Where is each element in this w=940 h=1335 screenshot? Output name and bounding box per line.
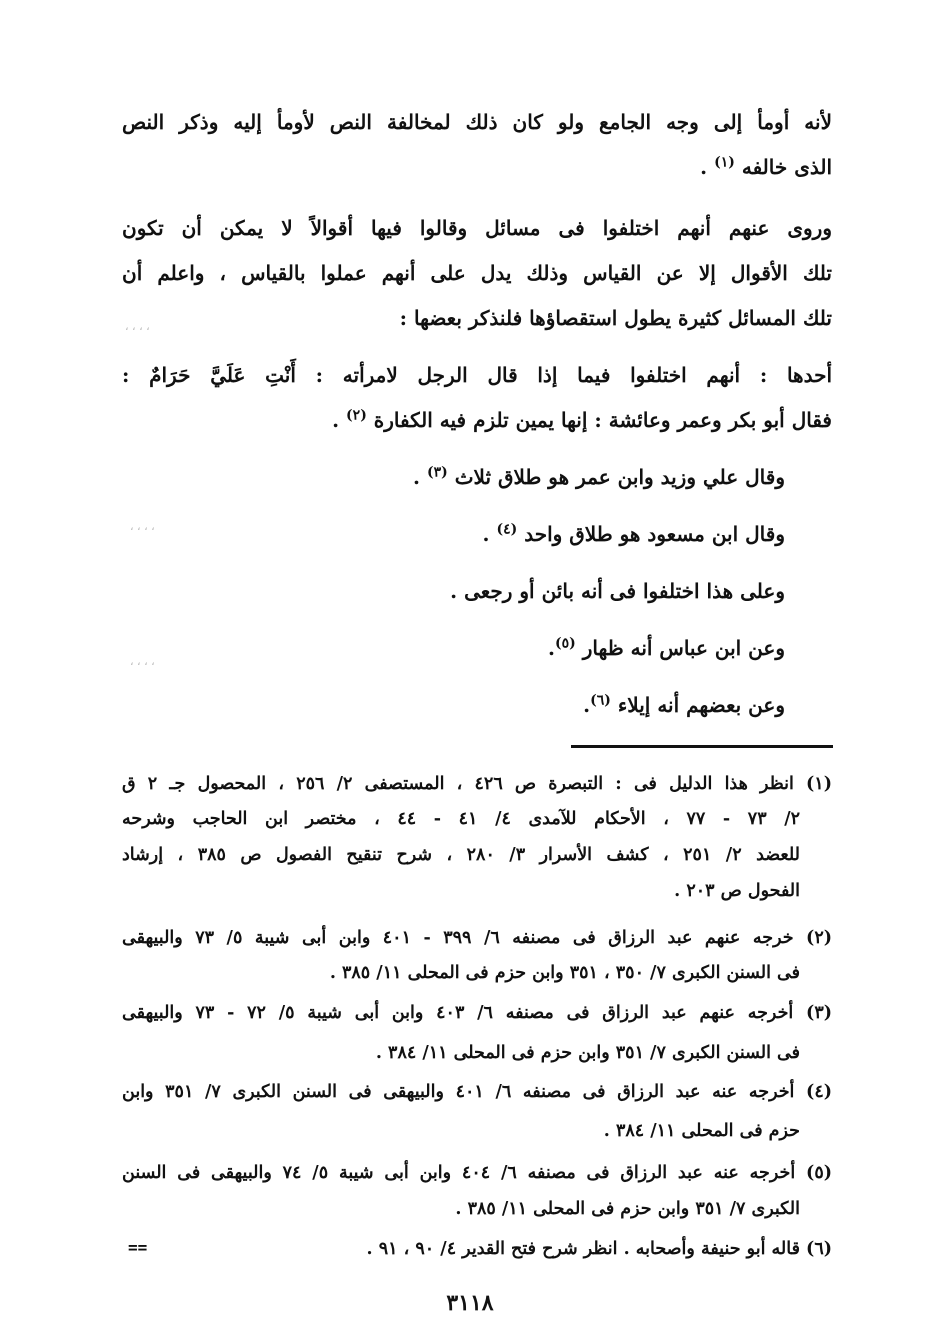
body-line bbox=[122, 107, 832, 137]
footnote-text: (٤) أخرجه عنه عبد الرزاق فى مصنفه ٦/ ٤٠١ والبيهقى فى السنن الكبرى ٧/ ٣٥١ وابن bbox=[122, 1082, 833, 1102]
footnote-line bbox=[122, 1000, 832, 1026]
footnote-ref: (٣) bbox=[426, 464, 448, 481]
footnote-line bbox=[367, 1236, 832, 1262]
body-text: وروى عنهم أنهم اختلفوا فى مسائل وقالوا فيها أقوالاً لا يمكن أن تكون bbox=[122, 216, 832, 240]
page-number: ٣١١٨ bbox=[446, 1290, 494, 1316]
footnote-line bbox=[376, 1040, 800, 1066]
body-line: وعن ابن عباس أنه ظهار $^{(٥)}$. bbox=[548, 635, 785, 660]
footnote-line bbox=[455, 1196, 800, 1222]
footnote-ref: (٢) bbox=[346, 407, 367, 424]
footnote-text: الفحول ص ٢٠٣ . bbox=[674, 881, 800, 901]
footnote-text: (٥) أخرجه عنه عبد الرزاق فى مصنفه ٦/ ٤٠٤ وابن أبى شيبة ٥/ ٧٤ والبيهقى فى السنن bbox=[122, 1163, 832, 1183]
footnote-text: (٦) قاله أبو حنيفة وأصحابه . انظر شرح فتح القدير ٤/ ٩٠ ، ٩١ . bbox=[366, 1239, 832, 1259]
footnote-text: (٣) أخرجه عنهم عبد الرزاق فى مصنفه ٦/ ٤٠٣ وابن أبى شيبة ٥/ ٧٢ - ٧٣ والبيهقى bbox=[122, 1003, 833, 1023]
body-line bbox=[122, 360, 832, 390]
bleed-through-mark: ، ، ، ، bbox=[130, 655, 155, 668]
footnote-line bbox=[122, 771, 832, 797]
body-line bbox=[122, 258, 832, 288]
body-text: لأنه أومأ إلى وجه الجامع ولو كان ذلك لمخالفة النص لأومأ إليه وذكر النص bbox=[122, 110, 833, 134]
body-line: وقال ابن مسعود هو طلاق واحد $^{(٤)}$ . bbox=[482, 521, 785, 546]
footnote-text: الكبرى ٧/ ٣٥١ وابن حزم فى المحلى ١١/ ٣٨٥ . bbox=[455, 1199, 800, 1219]
body-text: وعن بعضهم أنه إيلاء bbox=[617, 693, 785, 717]
body-text: تلك الأقوال إلا عن القياس وذلك يدل على أنهم عملوا بالقياس ، واعلم أن bbox=[122, 261, 832, 285]
body-text: الذى خالفه bbox=[741, 155, 832, 179]
footnote-text: (٢) خرجه عنهم عبد الرزاق فى مصنفه ٦/ ٣٩٩ - ٤٠١ وابن أبى شيبة ٥/ ٧٣ والبيهقى bbox=[122, 928, 833, 948]
body-text: وعن ابن عباس أنه ظهار bbox=[582, 636, 785, 660]
body-text: وقال ابن مسعود هو طلاق واحد bbox=[524, 522, 785, 546]
footnote-line bbox=[122, 842, 800, 868]
footnote-line bbox=[604, 1118, 800, 1144]
footnote-line bbox=[330, 960, 800, 986]
footnote-line bbox=[122, 1079, 832, 1105]
footnote-line bbox=[674, 878, 800, 904]
body-line: وقال علي وزيد وابن عمر هو طلاق ثلاث $^{(٣)}$ . bbox=[413, 464, 785, 489]
footnote-separator bbox=[571, 745, 833, 748]
footnote-ref: (٤) bbox=[496, 521, 518, 538]
footnote-ref: (٦) bbox=[590, 692, 611, 709]
footnote-text: فى السنن الكبرى ٧/ ٣٥١ وابن حزم فى المحلى ١١/ ٣٨٤ . bbox=[375, 1043, 800, 1063]
body-line bbox=[450, 576, 785, 606]
body-line bbox=[400, 303, 832, 333]
footnote-ref: (٥) bbox=[555, 635, 576, 652]
bleed-through-mark: ، ، ، ، bbox=[130, 520, 155, 533]
footnote-text: للعضد ٢/ ٢٥١ ، كشف الأسرار ٣/ ٢٨٠ ، شرح تنقيح الفصول ص ٣٨٥ ، إرشاد bbox=[122, 845, 801, 865]
footnote-line bbox=[122, 925, 832, 951]
body-text: فقال أبو بكر وعمر وعائشة : إنها يمين تلزم فيه الكفارة bbox=[373, 408, 832, 432]
body-text: تلك المسائل كثيرة يطول استقصاؤها فلنذكر بعضها : bbox=[399, 306, 832, 330]
body-line: فقال أبو بكر وعمر وعائشة : إنها يمين تلزم فيه الكفارة $^{(٢)}$ . bbox=[332, 407, 832, 432]
footnote-line bbox=[122, 806, 800, 832]
body-line: وعن بعضهم أنه إيلاء $^{(٦)}$. bbox=[583, 692, 785, 717]
footnote-ref: (١) bbox=[714, 154, 735, 171]
body-text: وعلى هذا اختلفوا فى أنه بائن أو رجعى . bbox=[450, 579, 785, 603]
body-line bbox=[122, 213, 832, 243]
footnote-text: حزم فى المحلى ١١/ ٣٨٤ . bbox=[603, 1121, 800, 1141]
footnote-text: (١) انظر هذا الدليل فى : التبصرة ص ٤٢٦ ، المستصفى ٢/ ٢٥٦ ، المحصول جـ ٢ ق bbox=[122, 774, 832, 794]
body-line: الذى خالفه $^{(١)}$ . bbox=[700, 154, 832, 179]
body-text: أحدها : أنهم اختلفوا فيما إذا قال الرجل لامرأته : أَنْتِ عَلَيَّ حَرَامٌ : bbox=[122, 363, 832, 387]
bleed-through-mark: ، ، ، ، bbox=[125, 320, 150, 333]
body-text: وقال علي وزيد وابن عمر هو طلاق ثلاث bbox=[454, 465, 785, 489]
continuation-mark: == bbox=[128, 1238, 148, 1257]
footnote-text: ٢/ ٧٣ - ٧٧ ، الأحكام للآمدى ٤/ ٤١ - ٤٤ ، مختصر ابن الحاجب وشرحه bbox=[122, 809, 801, 829]
footnote-text: فى السنن الكبرى ٧/ ٣٥٠ ، ٣٥١ وابن حزم فى المحلى ١١/ ٣٨٥ . bbox=[329, 963, 800, 983]
footnote-line bbox=[122, 1160, 832, 1186]
